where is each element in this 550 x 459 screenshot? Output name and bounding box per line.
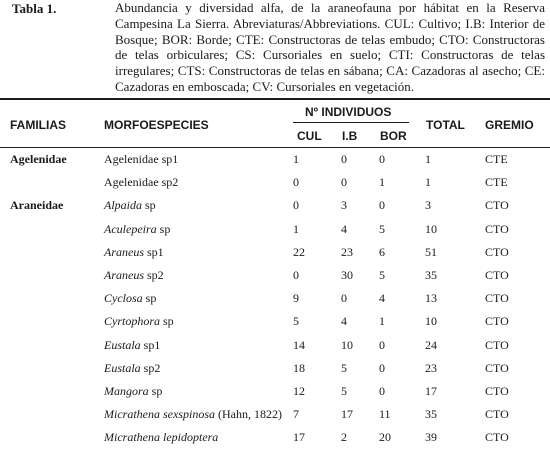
cell-morfoespecie [104, 291, 156, 306]
morfoespecie-name: Micrathena lepidoptera [104, 430, 219, 445]
cell-gremio: CTO [485, 198, 509, 213]
cell-total: 3 [425, 198, 431, 213]
morfoespecie-suffix: (Hahn, 1822) [214, 407, 282, 422]
cell-bor: 6 [379, 244, 385, 259]
cell-gremio: CTO [485, 291, 509, 306]
cell-total: 13 [425, 291, 437, 306]
table-row [0, 194, 550, 216]
cell-gremio: CTE [485, 152, 508, 166]
cell-ib: 0 [341, 175, 347, 190]
cell-cul: 0 [293, 268, 299, 282]
morfoespecie-suffix: sp [142, 291, 157, 306]
cell-bor: 5 [379, 268, 385, 282]
cell-bor: 20 [379, 430, 391, 445]
cell-bor: 4 [379, 291, 385, 306]
cell-morfoespecie [104, 430, 218, 445]
table-row [0, 380, 550, 402]
cell-gremio: CTO [485, 384, 509, 398]
cell-ib: 17 [341, 407, 353, 422]
morfoespecie-suffix: sp [142, 198, 156, 213]
table-row [0, 426, 550, 448]
morfoespecie-name: Cyclosa [104, 291, 143, 306]
morfoespecie-name: Micrathena sexspinosa [104, 407, 215, 422]
cell-total: 10 [425, 314, 437, 329]
table-caption [12, 0, 545, 96]
morfoespecie-suffix: sp2 [140, 360, 161, 375]
cell-cul: 18 [293, 360, 305, 375]
cell-bor: 0 [379, 152, 385, 166]
cell-cul: 1 [293, 152, 299, 166]
cell-gremio: CTO [485, 221, 509, 236]
cell-total: 17 [425, 384, 437, 398]
morfoespecie-name: Eustala [104, 360, 141, 375]
cell-bor: 11 [379, 407, 391, 422]
cell-morfoespecie [104, 384, 162, 399]
cell-ib: 23 [341, 244, 353, 259]
cell-cul: 22 [293, 244, 305, 259]
header-total: TOTAL [426, 118, 465, 132]
cell-total: 1 [425, 152, 431, 166]
cell-gremio: CTO [485, 314, 509, 329]
cell-gremio: CTO [485, 337, 509, 352]
cell-ib: 2 [341, 430, 347, 445]
cell-familia: Agelenidae [10, 152, 67, 166]
header-group-underline [293, 122, 409, 123]
cell-cul: 12 [293, 384, 305, 398]
cell-cul: 7 [293, 407, 299, 422]
header-n-individuos: Nº INDIVIDUOS [305, 105, 392, 119]
table-row [0, 218, 550, 240]
morfoespecie-name: Agelenidae sp1 [104, 152, 179, 166]
cell-total: 10 [425, 221, 437, 236]
cell-ib: 3 [341, 198, 347, 213]
table-row [0, 403, 550, 425]
header-gremio: GREMIO [485, 118, 534, 132]
morfoespecie-name: Eustala [104, 337, 141, 352]
cell-cul: 0 [293, 198, 299, 213]
cell-morfoespecie [104, 198, 156, 213]
cell-total: 24 [425, 337, 437, 352]
morfoespecie-name: Aculepeira [104, 221, 157, 236]
morfoespecie-suffix: sp [156, 221, 171, 236]
table-row [0, 287, 550, 309]
morfoespecie-suffix: sp [148, 384, 163, 398]
cell-morfoespecie [104, 152, 178, 167]
cell-gremio: CTO [485, 244, 509, 259]
cell-morfoespecie [104, 314, 174, 329]
header-ib: I.B [342, 129, 358, 143]
cell-bor: 0 [379, 360, 385, 375]
cell-total: 23 [425, 360, 437, 375]
morfoespecie-name: Agelenidae sp2 [104, 175, 179, 190]
caption-label: Tabla 1. [12, 1, 57, 16]
cell-cul: 0 [293, 175, 299, 190]
cell-ib: 5 [341, 360, 347, 375]
cell-gremio: CTO [485, 407, 509, 422]
morfoespecie-suffix: sp1 [144, 244, 164, 259]
caption-text: Abundancia y diversidad alfa, de la araneofauna por hábitat en la Reserva Campesina La Sierra. Abreviaturas/Abbreviations. CUL: Cultivo; I.B: Interior de Bosque; BOR: Borde; CTE: Constructoras de telas embudo; CTO: Constructoras de telas orbiculares; CS: Cursoriales en suelo; CTI: Constructoras de telas irregulares; CTS: Constructoras de telas en sábana; CA: Cazadoras al asecho; CE: Cazadoras en emboscada; CV: Cursoriales en vegetación. [115, 0, 545, 94]
table-top-rule [0, 98, 550, 100]
cell-ib: 4 [341, 314, 347, 329]
cell-gremio: CTO [485, 360, 509, 375]
cell-bor: 1 [379, 175, 385, 190]
cell-cul: 17 [293, 430, 305, 445]
cell-total: 35 [425, 268, 437, 282]
table-row [0, 310, 550, 332]
cell-total: 51 [425, 244, 437, 259]
cell-bor: 0 [379, 337, 385, 352]
cell-familia: Araneidae [10, 198, 64, 213]
table-row [0, 264, 550, 286]
cell-bor: 0 [379, 384, 385, 398]
cell-ib: 0 [341, 152, 347, 166]
cell-total: 1 [425, 175, 431, 190]
cell-total: 35 [425, 407, 437, 422]
cell-ib: 4 [341, 221, 347, 236]
cell-morfoespecie [104, 222, 170, 237]
cell-ib: 0 [341, 291, 347, 306]
table-row [0, 334, 550, 356]
header-familias: FAMILIAS [10, 118, 66, 132]
morfoespecie-name: Araneus [104, 244, 144, 259]
cell-ib: 5 [341, 384, 347, 398]
table-row [0, 357, 550, 379]
cell-bor: 1 [379, 314, 385, 329]
cell-morfoespecie [104, 245, 164, 260]
cell-morfoespecie [104, 361, 160, 376]
table-row [0, 148, 550, 170]
cell-bor: 5 [379, 221, 385, 236]
header-morfoespecies: MORFOESPECIES [104, 118, 209, 132]
cell-cul: 9 [293, 291, 299, 306]
table-row [0, 241, 550, 263]
cell-bor: 0 [379, 198, 385, 213]
morfoespecie-name: Cyrtophora [104, 314, 161, 329]
cell-ib: 10 [341, 337, 353, 352]
cell-cul: 14 [293, 337, 305, 352]
cell-morfoespecie [104, 407, 282, 422]
cell-morfoespecie [104, 338, 160, 353]
header-bor: BOR [380, 129, 407, 143]
table-row [0, 171, 550, 193]
cell-gremio: CTO [485, 268, 509, 282]
cell-morfoespecie [104, 175, 178, 190]
morfoespecie-name: Alpaida [104, 198, 142, 213]
cell-morfoespecie [104, 268, 164, 283]
morfoespecie-suffix: sp1 [140, 337, 161, 352]
cell-ib: 30 [341, 268, 353, 282]
cell-cul: 1 [293, 221, 299, 236]
morfoespecie-suffix: sp [160, 314, 174, 329]
morfoespecie-suffix: sp2 [144, 268, 164, 282]
cell-total: 39 [425, 430, 437, 445]
cell-cul: 5 [293, 314, 299, 329]
cell-gremio: CTE [485, 175, 508, 190]
cell-gremio: CTO [485, 430, 509, 445]
header-cul: CUL [297, 129, 322, 143]
morfoespecie-name: Araneus [104, 268, 144, 282]
morfoespecie-name: Mangora [104, 384, 149, 398]
